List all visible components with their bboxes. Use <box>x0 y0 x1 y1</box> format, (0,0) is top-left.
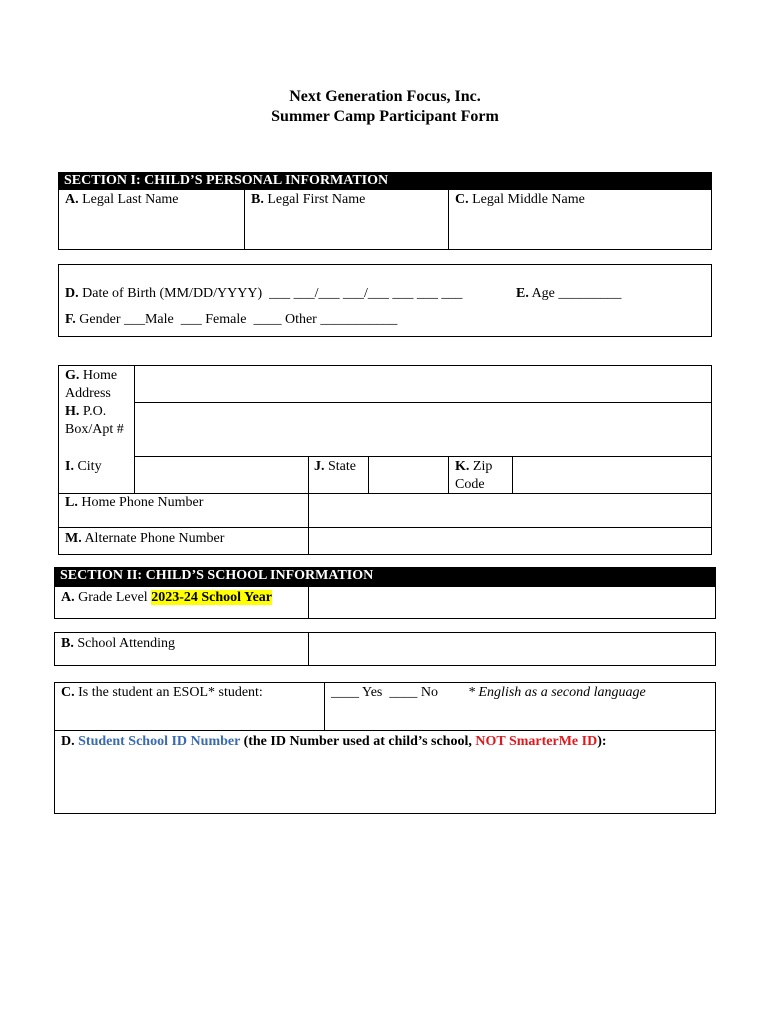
alternate-phone-field[interactable] <box>310 529 710 554</box>
divider <box>244 189 245 250</box>
divider <box>134 456 712 457</box>
age-field[interactable]: E. Age _________ <box>516 286 622 301</box>
home-address-field[interactable] <box>136 367 710 401</box>
city-label: I. City <box>65 459 102 474</box>
home-phone-field[interactable] <box>310 495 710 526</box>
student-id-label: D. Student School ID Number (the ID Number used at child’s school, NOT SmarterMe ID): <box>61 734 607 749</box>
home-phone-label: L. Home Phone Number <box>65 495 204 510</box>
city-field[interactable] <box>136 458 306 492</box>
legal-last-name-field[interactable] <box>60 210 242 248</box>
legal-last-name-label: A. Legal Last Name <box>65 192 179 207</box>
divider <box>58 527 712 528</box>
grade-level-field[interactable] <box>310 588 714 617</box>
zip-code-field[interactable] <box>514 458 710 492</box>
esol-note: * English as a second language <box>468 685 646 700</box>
section1-heading: SECTION I: CHILD’S PERSONAL INFORMATION <box>58 172 712 190</box>
legal-first-name-field[interactable] <box>246 210 446 248</box>
gender-field[interactable]: F. Gender ___Male ___ Female ____ Other ___________ <box>65 312 398 327</box>
state-field[interactable] <box>370 458 446 492</box>
section2-heading: SECTION II: CHILD’S SCHOOL INFORMATION <box>54 567 716 586</box>
home-address-label: G. Home Address <box>65 368 118 401</box>
divider <box>512 456 513 493</box>
esol-yes-no-options[interactable]: ____ Yes ____ No <box>331 685 438 700</box>
legal-middle-name-field[interactable] <box>450 210 710 248</box>
org-name: Next Generation Focus, Inc. <box>289 88 481 105</box>
divider <box>448 456 449 493</box>
po-box-label: H. P.O. Box/Apt # <box>65 404 124 437</box>
divider <box>134 402 712 403</box>
grade-level-label: A. Grade Level 2023-24 School Year <box>61 590 273 605</box>
divider <box>308 632 309 666</box>
divider <box>368 456 369 493</box>
school-attending-field[interactable] <box>310 634 714 664</box>
date-of-birth-field[interactable]: D. Date of Birth (MM/DD/YYYY) ___ ___/___ ___/___ ___ ___ ___ <box>65 286 463 301</box>
not-smarterme-id: NOT SmarterMe ID <box>475 734 598 749</box>
alternate-phone-label: M. Alternate Phone Number <box>65 531 225 546</box>
legal-middle-name-label: C. Legal Middle Name <box>455 192 585 207</box>
divider <box>134 365 135 493</box>
divider <box>308 456 309 555</box>
divider <box>324 682 325 730</box>
state-label: J. State <box>314 459 356 474</box>
po-box-field[interactable] <box>136 404 710 455</box>
esol-label: C. Is the student an ESOL* student: <box>61 685 263 700</box>
student-id-term: Student School ID Number <box>78 734 241 749</box>
school-attending-label: B. School Attending <box>61 636 175 651</box>
form-title: Summer Camp Participant Form <box>271 108 499 125</box>
student-id-field[interactable] <box>56 752 714 812</box>
zip-code-label: K. Zip Code <box>455 459 493 492</box>
divider <box>448 189 449 250</box>
school-year-highlight: 2023-24 School Year <box>151 590 273 605</box>
divider <box>54 730 716 731</box>
divider <box>308 586 309 619</box>
legal-first-name-label: B. Legal First Name <box>251 192 366 207</box>
